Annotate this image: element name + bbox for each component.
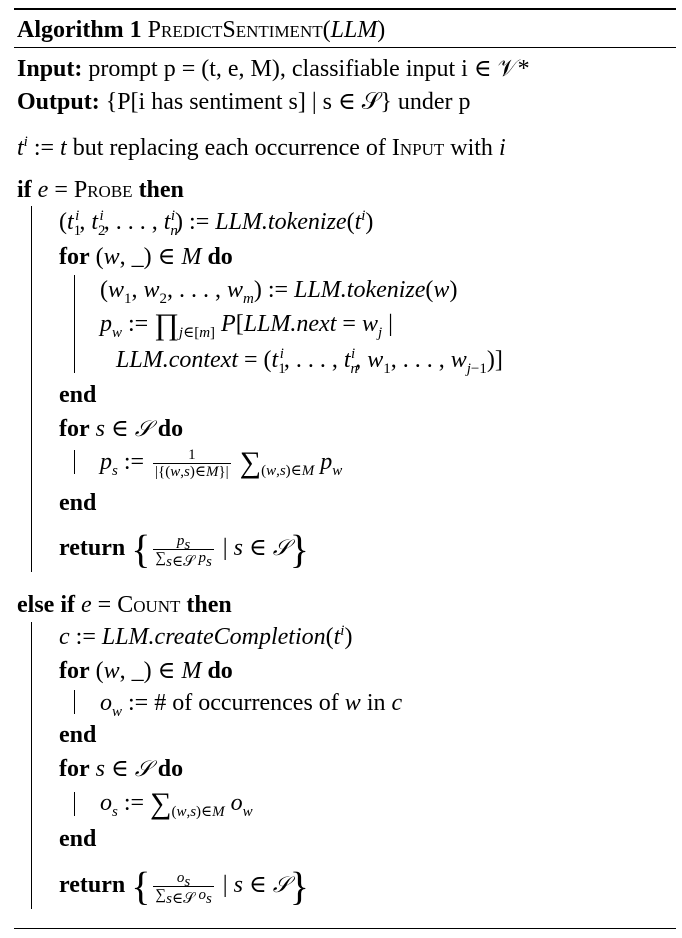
bottom-rule — [14, 928, 676, 929]
else-block-bar — [31, 622, 32, 909]
context-line: LLM.context = ($t_1^i$, . . . , $t_n^i$, $w_1$, . . . , $w_{j-1}$)] — [116, 346, 503, 377]
if-probe-line: if e = Probe then — [17, 177, 184, 203]
fn-tokenize: LLM.tokenize — [215, 209, 347, 235]
kw-if: if — [17, 177, 32, 203]
kw-do: do — [207, 244, 233, 270]
kw-else-if: else if — [17, 592, 75, 618]
return-count-line: return { $\frac{o_s}{\sum_{s\in 𝒮} o_s}$ | s ∈ 𝒮} — [59, 863, 309, 909]
count-const: Count — [117, 592, 181, 618]
fn-next: LLM.next — [243, 311, 337, 337]
kw-return: return — [59, 535, 126, 562]
occ-text: # of occurrences of — [154, 690, 339, 716]
else-if-count-line: else if e = Count then — [17, 592, 232, 618]
return-probe-fraction: $\frac{p_s}{\sum_{s\in 𝒮} p_s}$ — [155, 533, 212, 570]
for-words-bar — [74, 275, 75, 373]
end-for-words: end — [59, 382, 97, 408]
for-os-line: for s ∈ 𝒮 do — [59, 756, 184, 782]
for-words-line: for (w, _) ∈ M do — [59, 244, 233, 270]
for-s-bar — [74, 450, 75, 474]
kw-for-4: for — [59, 756, 90, 782]
algorithm-name: PredictSentiment — [147, 17, 323, 43]
kw-do-2: do — [157, 416, 184, 442]
algorithm-label: Algorithm 1 — [17, 17, 142, 43]
fn-tokenize-2: LLM.tokenize — [294, 277, 426, 303]
kw-for-2: for — [59, 416, 90, 442]
return-probe-line: return { $\frac{p_s}{\sum_{s\in 𝒮} p_s}$ | s ∈ 𝒮} — [59, 526, 309, 572]
os-line: $o_s$ := $\sum_{(w,s)\in M}$ $o_w$ — [100, 787, 253, 820]
fn-context: LLM.context — [116, 347, 238, 373]
for-count-line: for (w, _) ∈ M do — [59, 658, 233, 684]
ps-line: $p_s$ := $\frac{1}{|\{(w,s)\in M\}|}$ $\sum_{(w,s)\in M}$ $p_w$ — [100, 446, 343, 480]
end-for-count: end — [59, 722, 97, 748]
in-text: in — [366, 690, 386, 716]
top-rule — [14, 8, 676, 10]
output-line — [17, 87, 471, 117]
kw-return-2: return — [59, 872, 126, 899]
algorithm-header: Algorithm 1 PredictSentiment(LLM) — [17, 17, 386, 43]
kw-then: then — [138, 177, 184, 203]
return-count-fraction: $\frac{o_s}{\sum_{s\in 𝒮} o_s}$ — [155, 870, 212, 907]
probe-const: Probe — [73, 177, 133, 203]
fn-create-completion: LLM.createCompletion — [101, 624, 326, 650]
output-label: Output: — [17, 89, 100, 115]
for-s-line: for s ∈ 𝒮 do — [59, 416, 184, 442]
input-text: prompt p = (t, e, M), classifiable input i ∈ 𝒱* — [88, 56, 530, 82]
end-for-os: end — [59, 826, 97, 852]
output-text: {P[i has sentiment s] | s ∈ 𝒮} under p — [105, 89, 471, 115]
for-os-bar — [74, 792, 75, 816]
replace-line: $t^i$ := t but replacing each occurrence of Input with i — [17, 134, 506, 161]
kw-for-3: for — [59, 658, 90, 684]
input-label: Input: — [17, 56, 83, 82]
header-rule — [14, 47, 676, 48]
ow-line: $o_w$ := # of occurrences of w in c — [100, 690, 403, 720]
kw-do-4: do — [157, 756, 184, 782]
kw-for: for — [59, 244, 90, 270]
if-block-bar — [31, 206, 32, 572]
kw-then-2: then — [186, 592, 232, 618]
ps-fraction: $\frac{1}{|\{(w,s)\in M\}|}$ — [155, 447, 229, 480]
tokenize-word-line: ($w_1$, $w_2$, . . . , $w_m$) := LLM.tokenize(w) — [100, 277, 458, 307]
completion-line: c := $LLM.createCompletion(t^i)$ — [59, 623, 353, 650]
tokenize-prompt-line: ($t_1^i$, $t_2^i$, . . . , $t_n^i$) := $LLM.tokenize(t^i)$ — [59, 208, 374, 239]
for-count-bar — [74, 690, 75, 714]
pw-line: $p_w$ := $\prod_{j\in[m]}$ P[LLM.next = $w_j$ | — [100, 308, 393, 341]
end-for-s: end — [59, 490, 97, 516]
algorithm-arg: LLM — [330, 17, 378, 43]
input-const: Input — [391, 135, 445, 161]
kw-do-3: do — [207, 658, 233, 684]
input-line — [17, 54, 530, 84]
